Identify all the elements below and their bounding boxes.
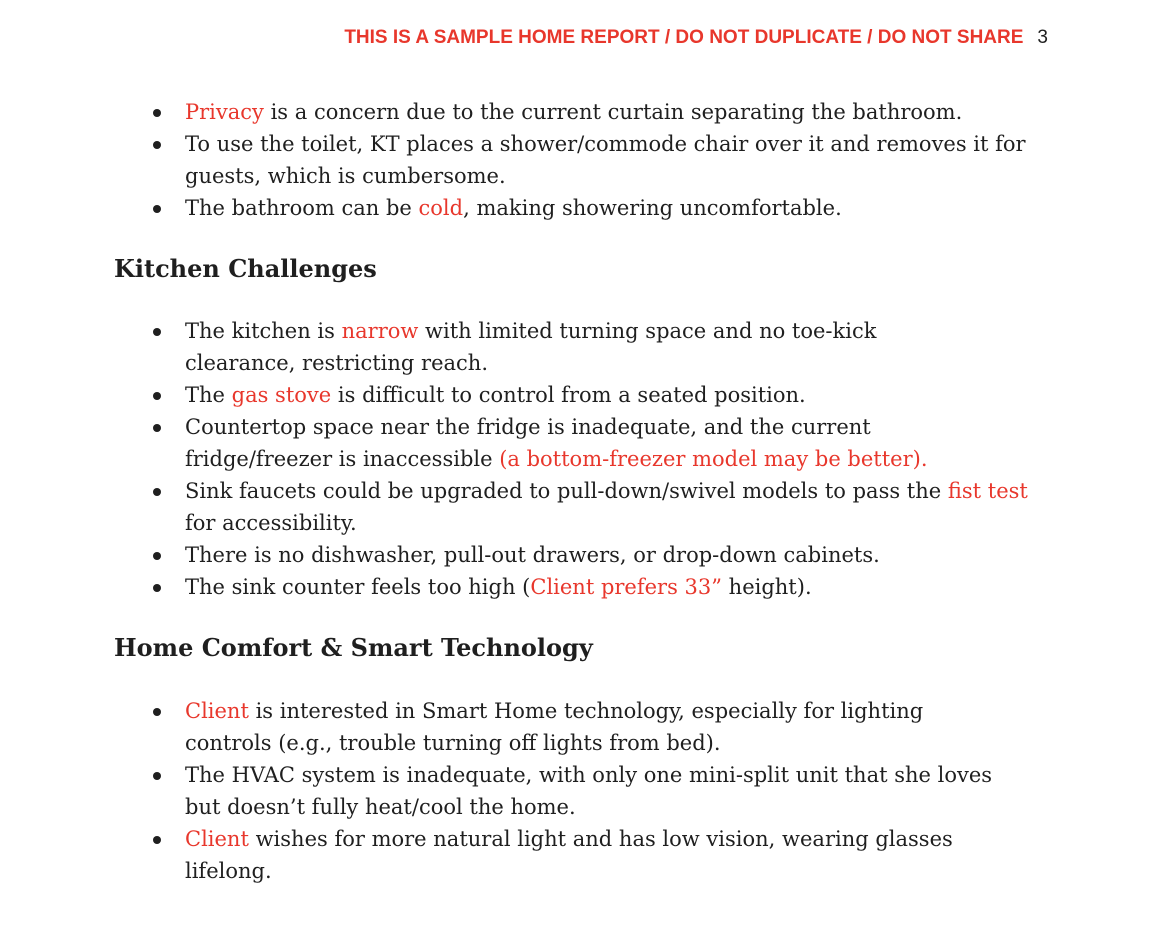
section-heading-comfort: Home Comfort & Smart Technology bbox=[114, 633, 593, 662]
list-item: There is no dishwasher, pull-out drawers, or drop-down cabinets. bbox=[114, 539, 1054, 571]
highlight-client-prefers: Client prefers 33” bbox=[530, 575, 722, 599]
list-item: To use the toilet, KT places a shower/commode chair over it and removes it for guests, which is cumbersome. bbox=[114, 128, 1054, 192]
list-item: The kitchen is narrow with limited turning space and no toe-kick clearance, restricting reach. bbox=[114, 315, 1054, 379]
list-item: Countertop space near the fridge is inadequate, and the current fridge/freezer is inaccessible (a bottom-freezer model may be better). bbox=[114, 411, 1054, 475]
highlight-client: Client bbox=[185, 699, 249, 723]
highlight-client: Client bbox=[185, 827, 249, 851]
report-header bbox=[344, 27, 1048, 49]
bathroom-list bbox=[114, 96, 1054, 224]
kitchen-list bbox=[114, 315, 1054, 603]
highlight-narrow: narrow bbox=[341, 319, 419, 343]
list-item: Client is interested in Smart Home technology, especially for lighting controls (e.g., trouble turning off lights from bed). bbox=[114, 695, 1054, 759]
list-item: The bathroom can be cold, making showering uncomfortable. bbox=[114, 192, 1054, 224]
section-heading-kitchen: Kitchen Challenges bbox=[114, 254, 377, 283]
list-item: Privacy is a concern due to the current curtain separating the bathroom. bbox=[114, 96, 1054, 128]
list-item: Client wishes for more natural light and has low vision, wearing glasses lifelong. bbox=[114, 823, 1054, 887]
list-item: The gas stove is difficult to control from a seated position. bbox=[114, 379, 1054, 411]
comfort-list bbox=[114, 695, 1054, 887]
highlight-bottom-freezer: (a bottom-freezer model may be better). bbox=[499, 447, 928, 471]
confidentiality-notice: THIS IS A SAMPLE HOME REPORT / DO NOT DUPLICATE / DO NOT SHARE bbox=[344, 27, 1024, 48]
highlight-cold: cold bbox=[418, 196, 464, 220]
report-body bbox=[114, 96, 1054, 887]
list-item: Sink faucets could be upgraded to pull-down/swivel models to pass the fist test for accessibility. bbox=[114, 475, 1054, 539]
highlight-fist-test: fist test bbox=[947, 479, 1028, 503]
list-item: The sink counter feels too high (Client prefers 33” height). bbox=[114, 571, 1054, 603]
highlight-privacy: Privacy bbox=[185, 100, 264, 124]
highlight-gas-stove: gas stove bbox=[231, 383, 332, 407]
page-number: 3 bbox=[1037, 27, 1048, 48]
list-item: The HVAC system is inadequate, with only one mini-split unit that she loves but doesn’t fully heat/cool the home. bbox=[114, 759, 1054, 823]
